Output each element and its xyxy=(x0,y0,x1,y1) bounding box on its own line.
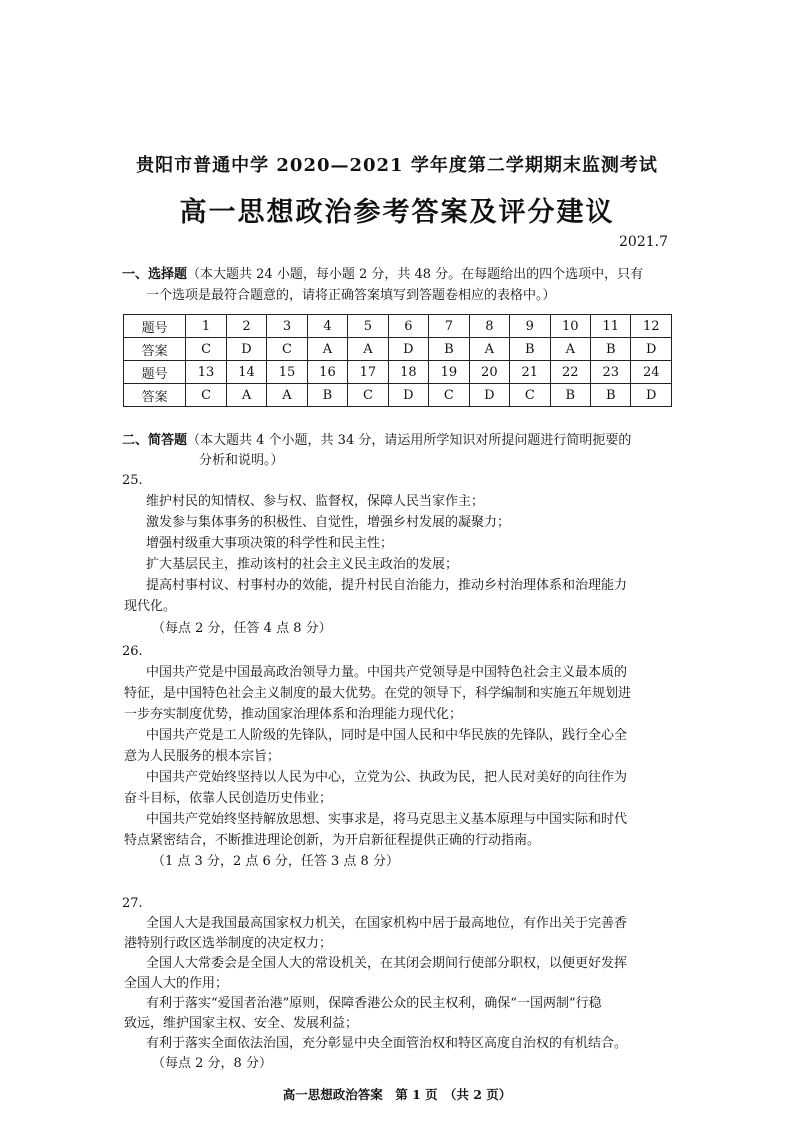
q26-line: 特点紧密结合，不断推进理论创新，为开启新征程提供正确的行动指南。 xyxy=(124,833,541,848)
row-header: 答案 xyxy=(124,338,186,361)
table-cell: 16 xyxy=(307,361,347,384)
table-cell: B xyxy=(591,384,631,407)
table-cell: B xyxy=(510,338,550,361)
table-cell: D xyxy=(388,384,428,407)
q26-line: 中国共产党是中国最高政治领导力量。中国共产党领导是中国特色社会主义最本质的 xyxy=(146,665,628,680)
document-date: 2021.7 xyxy=(619,234,668,250)
table-row xyxy=(124,361,672,384)
q26-line: 中国共产党始终坚持以人民为中心，立党为公、执政为民，把人民对美好的向往作为 xyxy=(146,770,628,785)
q27-line: 全国人大是我国最高国家权力机关，在国家机构中居于最高地位，有作出关于完善香 xyxy=(146,916,628,931)
table-cell: A xyxy=(348,338,388,361)
q25-line: 维护村民的知情权、参与权、监督权，保障人民当家作主； xyxy=(146,494,485,509)
table-cell: 4 xyxy=(307,315,347,338)
table-cell: 17 xyxy=(348,361,388,384)
table-cell: 2 xyxy=(226,315,266,338)
table-cell: D xyxy=(631,338,672,361)
q26-line: 一步夯实制度优势，推动国家治理体系和治理能力现代化； xyxy=(124,707,463,722)
table-cell: 24 xyxy=(631,361,672,384)
table-cell: 18 xyxy=(388,361,428,384)
table-cell: 1 xyxy=(186,315,226,338)
q26-score: （1 点 3 分，2 点 6 分，任答 3 点 8 分） xyxy=(152,854,399,869)
q25-line: 增强村级重大事项决策的科学性和民主性； xyxy=(146,536,394,551)
q27-line: 港特别行政区选举制度的决定权力； xyxy=(124,936,333,951)
q26-line: 奋斗目标，依靠人民创造历史伟业； xyxy=(124,791,333,806)
row-header: 题号 xyxy=(124,315,186,338)
section2-label: 二、简答题 xyxy=(122,433,188,448)
table-cell: A xyxy=(307,338,347,361)
table-cell: 5 xyxy=(348,315,388,338)
table-cell: C xyxy=(429,384,469,407)
q25-score: （每点 2 分，任答 4 点 8 分） xyxy=(152,621,332,636)
table-cell: 23 xyxy=(591,361,631,384)
answer-table xyxy=(123,314,672,407)
section2-desc-cont: 分析和说明。） xyxy=(199,453,284,468)
table-cell: C xyxy=(186,384,226,407)
table-cell: A xyxy=(550,338,590,361)
table-cell: D xyxy=(226,338,266,361)
q26-line: 中国共产党始终坚持解放思想、实事求是，将马克思主义基本原理与中国实际和时代 xyxy=(146,812,628,827)
row-header: 答案 xyxy=(124,384,186,407)
table-cell: C xyxy=(267,338,307,361)
table-cell: C xyxy=(510,384,550,407)
table-cell: 7 xyxy=(429,315,469,338)
table-cell: 22 xyxy=(550,361,590,384)
table-cell: 10 xyxy=(550,315,590,338)
q25-line: 现代化。 xyxy=(124,599,177,614)
table-cell: D xyxy=(388,338,428,361)
table-cell: B xyxy=(307,384,347,407)
q27-line: 有利于落实全面依法治国，充分彰显中央全面管治权和特区高度自治权的有机结合。 xyxy=(146,1036,628,1051)
table-cell: 14 xyxy=(226,361,266,384)
table-cell: A xyxy=(267,384,307,407)
table-row xyxy=(124,384,672,407)
table-cell: 6 xyxy=(388,315,428,338)
q27-line: 全国人大常委会是全国人大的常设机关，在其闭会期间行使部分职权，以便更好发挥 xyxy=(146,956,628,971)
row-header: 题号 xyxy=(124,361,186,384)
table-cell: 19 xyxy=(429,361,469,384)
section1-desc: （本大题共 24 小题，每小题 2 分，共 48 分。在每题给出的四个选项中，只有 xyxy=(187,267,644,282)
table-cell: 11 xyxy=(591,315,631,338)
table-row xyxy=(124,315,672,338)
q27-line: 全国人大的作用； xyxy=(124,976,229,991)
table-cell: B xyxy=(550,384,590,407)
table-cell: B xyxy=(591,338,631,361)
table-cell: 12 xyxy=(631,315,672,338)
q27-score: （每点 2 分，8 分） xyxy=(152,1056,272,1071)
section2-heading xyxy=(122,430,631,451)
table-cell: B xyxy=(429,338,469,361)
section1-heading xyxy=(122,264,643,285)
table-row xyxy=(124,338,672,361)
table-cell: 9 xyxy=(510,315,550,338)
q25-line: 扩大基层民主，推动该村的社会主义民主政治的发展； xyxy=(146,557,459,572)
section2-desc: （本大题共 4 个小题，共 34 分，请运用所学知识对所提问题进行简明扼要的 xyxy=(187,433,632,448)
q25-line: 激发参与集体事务的积极性、自觉性，增强乡村发展的凝聚力； xyxy=(146,515,511,530)
q27-line: 致远，维护国家主权、安全、发展利益； xyxy=(124,1016,359,1031)
q26-number: 26. xyxy=(122,644,143,659)
table-cell: 3 xyxy=(267,315,307,338)
exam-title: 贵阳市普通中学 2020—2021 学年度第二学期期末监测考试 xyxy=(136,155,658,176)
section1-label: 一、选择题 xyxy=(122,267,188,282)
table-cell: D xyxy=(631,384,672,407)
q26-line: 中国共产党是工人阶级的先锋队，同时是中国人民和中华民族的先锋队，践行全心全 xyxy=(146,728,628,743)
q26-line: 意为人民服务的根本宗旨； xyxy=(124,749,281,764)
table-cell: A xyxy=(469,338,509,361)
q25-number: 25. xyxy=(122,473,143,488)
table-cell: 21 xyxy=(510,361,550,384)
table-cell: C xyxy=(186,338,226,361)
table-cell: 8 xyxy=(469,315,509,338)
table-cell: 20 xyxy=(469,361,509,384)
table-cell: D xyxy=(469,384,509,407)
page-footer: 高一思想政治答案 第 1 页 （共 2 页） xyxy=(282,1087,512,1102)
table-cell: C xyxy=(348,384,388,407)
table-cell: 15 xyxy=(267,361,307,384)
q27-line: 有利于落实“爱国者治港”原则，保障香港公众的民主权利，确保“一国两制”行稳 xyxy=(146,996,602,1011)
q25-line: 提高村事村议、村事村办的效能，提升村民自治能力，推动乡村治理体系和治理能力 xyxy=(146,578,628,593)
page-title: 高一思想政治参考答案及评分建议 xyxy=(179,197,615,228)
table-cell: 13 xyxy=(186,361,226,384)
table-cell: A xyxy=(226,384,266,407)
section1-desc-cont: 一个选项是最符合题意的，请将正确答案填写到答题卷相应的表格中。） xyxy=(146,288,556,303)
q26-line: 特征，是中国特色社会主义制度的最大优势。在党的领导下，科学编制和实施五年规划进 xyxy=(124,686,632,701)
q27-number: 27. xyxy=(122,896,143,911)
